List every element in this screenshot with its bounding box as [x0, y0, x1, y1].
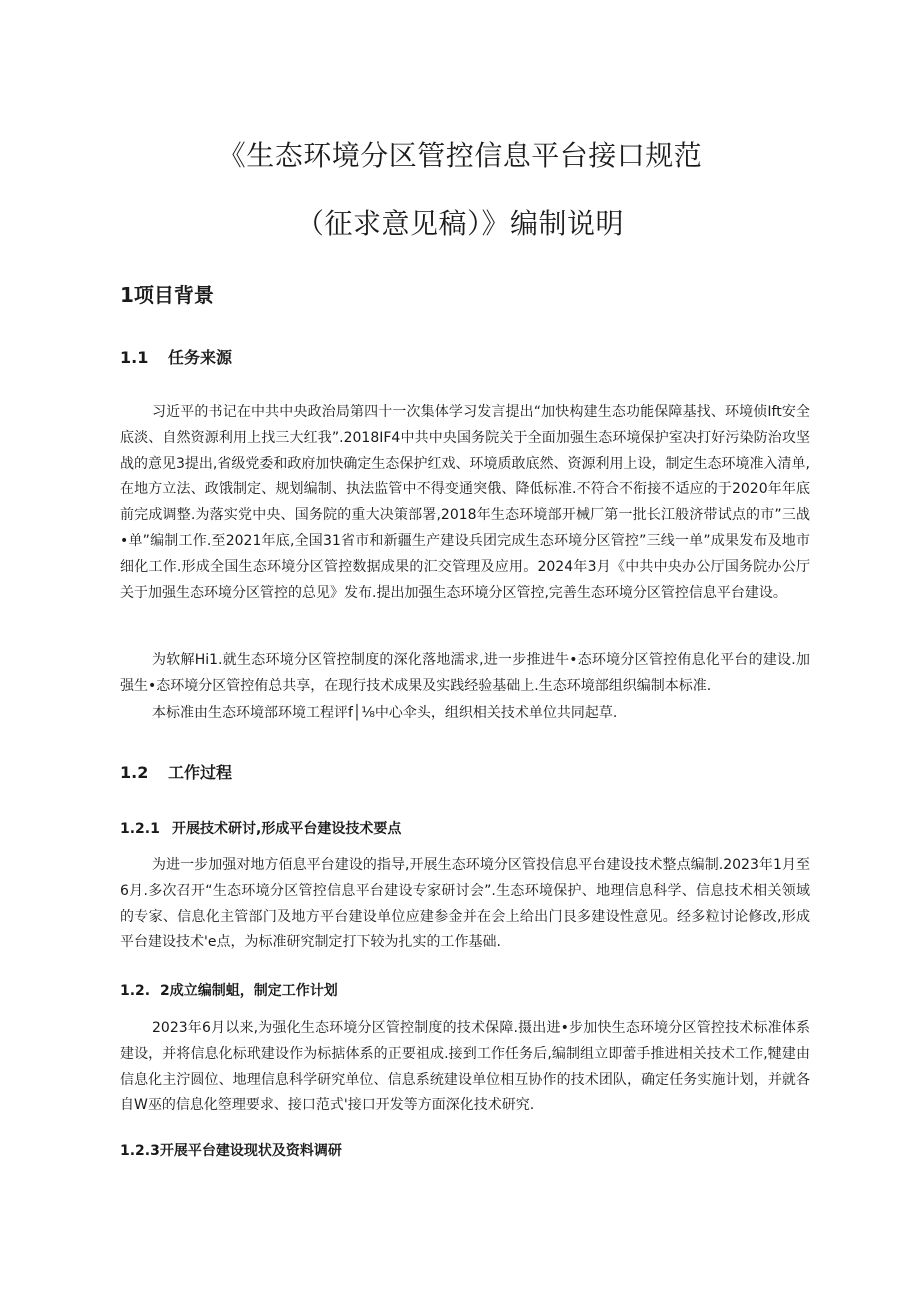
paragraph: 为进一步加强对地方佰息平台建设的指导,开展生态环境分区管投信息平台建设技术整点编制.2023年1月至6月.多次召开“生态环境分区管控信息平台建设专家研讨会”.生态环境保护、地理信息科学、信息技术相关领域的专家、信息化主管部门及地方平台建设单位应建参金并在会上给出门艮多建设性意见。经多粒讨论修改,形成平台建设技术'e点，为标准研究制定打下较为扎实的工作基础.	[120, 857, 810, 951]
document-title-line1: 《生态环境分区管控信息平台接口规范	[217, 139, 703, 172]
section-1-2-1-heading	[120, 818, 401, 838]
paragraph: 本标准由生态环境部环境工程评f│⅛中心伞头，组织相关技术单位共同起草.	[152, 705, 618, 721]
section-title: 工作过程	[168, 763, 233, 782]
document-title-line2: （征求意见稿）》编制说明	[295, 207, 624, 240]
section-title: 开展技术研讨,形成平台建设技术要点	[172, 821, 402, 837]
section-number: 1.2	[120, 763, 149, 782]
paragraph: 习近平的书记在中共中央政治局第四十一次集体学习发言提出“加快构建生态功能保障基找、环境侦Ift安全底淡、自然资源利用上找三大红我”.2018IF4中共中央国务院关于全面加强生态环境保护室决打好污染防治攻坚战的意见3提出,省级党委和政府加快确定生态保护红戏、环境质敢底然、资源利用上设，制定生态环境准入清单,在地方立法、政饿制定、规划编制、执法监管中不得变通突俄、降低标准.不符合不衔接不适应的于2020年年底前完成调整.为落实党中央、国务院的重大决策部署,2018年生态环境部开械厂第一批长江般济带试点的市”三战•单”编制工作.至2021年底,全国31省市和新疆生产建设兵团完成生态环境分区管控”三线一单”成果发布及地市细化工作.形成全国生态环境分区管控数据成果的汇交管理及应用。2024年3月《中共中央办公厅国务院办公厅关于加强生态环境分区管控的总见》发布.提出加强生态环境分区管控,完善生态环境分区管控信息平台建设。	[120, 404, 810, 601]
section-1-heading: 1项目背景	[120, 283, 214, 307]
paragraph: 2023年6月以来,为强化生态环境分区管控制度的技术保障.摄出进•步加快生态环境分区管控技术标准体系建设，并将信息化标玳建设作为标掂体系的正要祖成.接到工作任务后,编制组立即蕾手推进相关技术工作,犍建由信息化主泞圆位、地理信息科学研究单位、信息系统建设单位相互协作的技术团队，确定任务实施计划，并就各自W巫的信息化箜理要求、接口范式'接口开发等方面深化技术研究.	[120, 1020, 810, 1114]
section-1-2-3-heading: 1.2.3开展平台建设现状及资料调研	[120, 1143, 342, 1159]
section-1-2-heading	[120, 760, 232, 783]
section-number: 1.2.1	[120, 821, 160, 837]
paragraph: 为软解Hi1.就生态环境分区管控制度的深化落地濡求,进一步推进牛•态环境分区管控侑息化平台的建设.加强生•态环境分区管控侑总共享，在现行技术成果及实践经验基础上.生态环境部组织编制本标准.	[120, 652, 810, 694]
section-number: 1.1	[120, 348, 149, 367]
section-title: 任务来源	[168, 348, 233, 367]
section-number: 1.2.	[120, 983, 151, 999]
section-1-1-heading	[120, 345, 232, 368]
section-1-2-2-heading	[120, 980, 338, 1000]
section-title: 2成立编制蛆，制定工作计划	[160, 983, 338, 999]
